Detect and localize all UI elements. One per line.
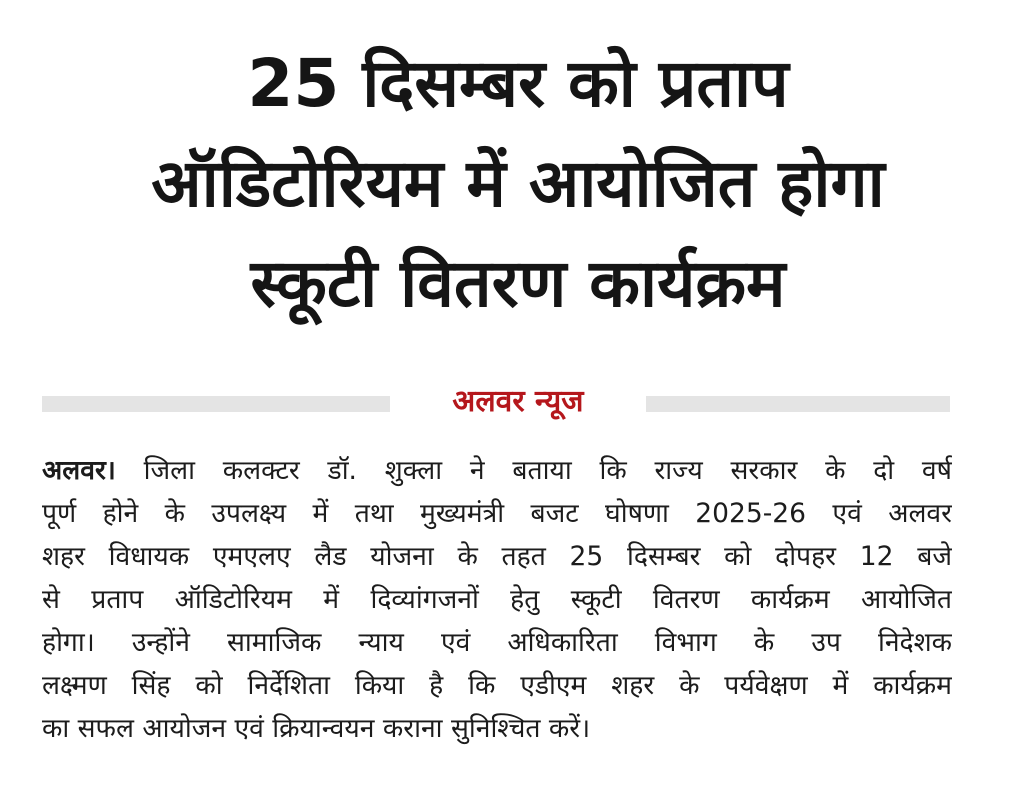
body-line-2: पूर्ण होने के उपलक्ष्य में तथा मुख्यमंत्री बजट घोषणा 2025-26 एवं अलवर (42, 498, 952, 529)
body-line-6: लक्ष्मण सिंह को निर्देशिता किया है कि एडीएम शहर के पर्यवेक्षण में कार्यक्रम (42, 670, 952, 701)
byline: अलवर न्यूज (390, 378, 646, 426)
body-line-7: का सफल आयोजन एवं क्रियान्वयन कराना सुनिश्चित करें। (42, 713, 591, 744)
headline-line-3: स्कूटी वितरण कार्यक्रम (250, 245, 786, 322)
body-line-3: शहर विधायक एमएलए लैड योजना के तहत 25 दिसम्बर को दोपहर 12 बजे (42, 541, 952, 572)
body-line-4: से प्रताप ऑडिटोरियम में दिव्यांगजनों हेतु स्कूटी वितरण कार्यक्रम आयोजित (42, 584, 952, 615)
body-line-1 (42, 449, 952, 492)
headline-line-1: 25 दिसम्बर को प्रताप (247, 45, 789, 122)
headline-line-2: ऑडिटोरियम में आयोजित होगा (151, 145, 885, 222)
body-line-5: होगा। उन्होंने सामाजिक न्याय एवं अधिकारिता विभाग के उप निदेशक (42, 627, 952, 658)
dateline: अलवर। (42, 455, 116, 486)
body-text: जिला कलक्टर डॉ. शुक्ला ने बताया कि राज्य सरकार के दो वर्ष (115, 455, 952, 486)
